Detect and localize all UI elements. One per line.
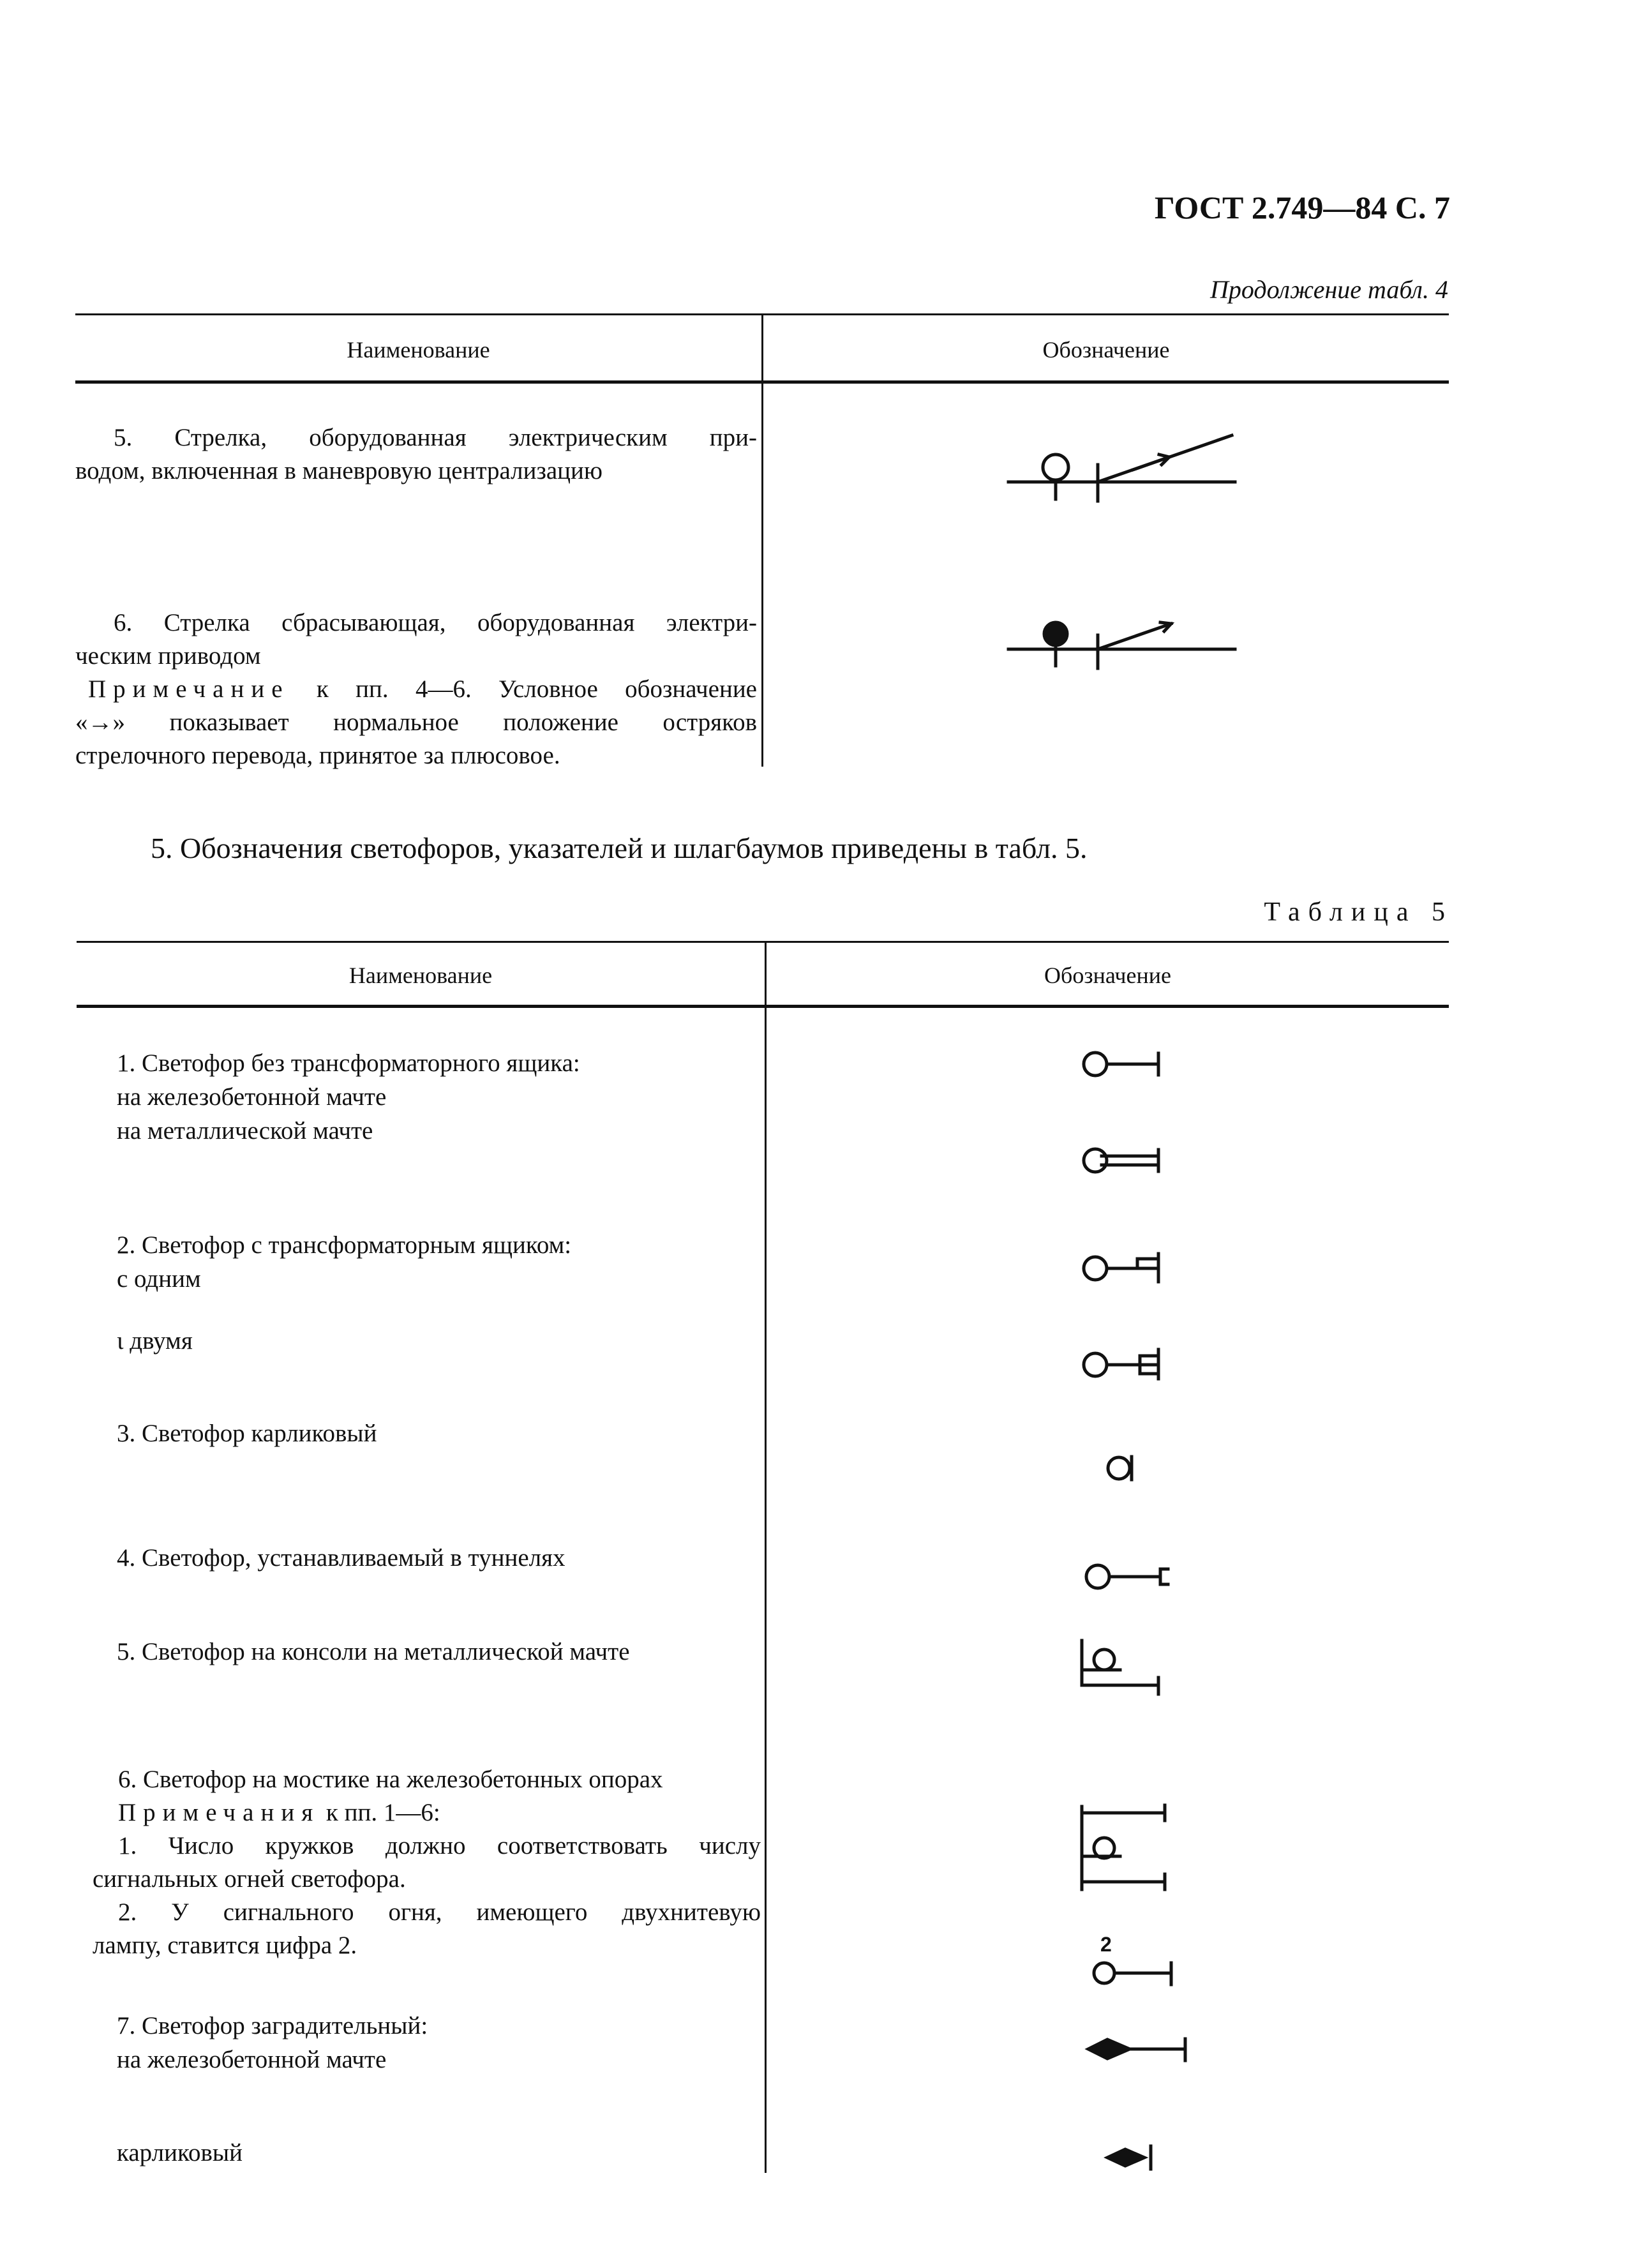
table5-item-7-concrete: на железобетонной мачте: [117, 2046, 387, 2073]
table5-header-rule: [77, 1005, 1449, 1008]
table5-column-name: Наименование: [348, 963, 493, 988]
cantilever-signal-icon: [1075, 1634, 1184, 1704]
document-reference: ГОСТ 2.749—84 С. 7: [1154, 190, 1450, 225]
table5-caption: Таблица 5: [1264, 897, 1453, 927]
text-line: водом, включенная в маневровую централизацию: [75, 457, 603, 484]
paragraph-5: 5. Обозначения светофоров, указателей и шлагбаумов приведены в табл. 5.: [151, 832, 1088, 864]
signal-concrete-mast-icon: [1079, 1047, 1174, 1085]
table5-item-1-concrete: на железобетонной мачте: [117, 1083, 387, 1111]
tunnel-signal-icon: [1079, 1558, 1181, 1596]
dwarf-barrier-signal-icon: [1101, 2135, 1178, 2180]
table5-column-symbol: Обозначение: [1044, 963, 1171, 988]
table5-item-7-title: 7. Светофор заградительный:: [117, 2012, 428, 2039]
table4-column-divider: [761, 313, 763, 767]
text-line: «→» показывает нормальное положение остряков: [75, 709, 757, 736]
text-line: стрелочного перевода, принятое за плюсовое.: [75, 742, 560, 769]
dwarf-signal-icon: [1101, 1449, 1152, 1487]
table5-top-rule: [77, 941, 1449, 943]
note-label: Примечание: [88, 675, 290, 703]
table4-row-6-name: [75, 606, 757, 772]
table5-item-7-dwarf: карликовый: [117, 2139, 243, 2167]
text-line: 6. Светофор на мостике на железобетонных опорах: [118, 1766, 663, 1793]
table5-item-1-metal: на металлической мачте: [117, 1117, 373, 1145]
note-text: к пп. 4—6. Условное обозначение: [289, 675, 757, 703]
notes-heading: [77, 1796, 761, 1829]
digit-two: 2: [1100, 1933, 1112, 1956]
text-line: ческим приводом: [75, 642, 261, 670]
two-filament-signal-icon: [1085, 1931, 1181, 2001]
switch-electric-shunting-icon: [1002, 428, 1245, 511]
table5-item-6-block: [77, 1763, 761, 1962]
table5-item-2-title: 2. Светофор с трансформаторным ящиком:: [117, 1231, 572, 1259]
table4-column-symbol: Обозначение: [1042, 337, 1170, 363]
text-line: сигнальных огней светофора.: [93, 1865, 406, 1893]
text-line: 1. Число кружков должно соответствовать числу: [118, 1832, 761, 1859]
table4-column-name: Наименование: [347, 337, 490, 363]
signal-one-transformer-icon: [1079, 1245, 1174, 1289]
table5-item-2-two: ι двумя: [117, 1327, 193, 1355]
bridge-signal-icon: [1075, 1800, 1190, 1896]
signal-two-transformers-icon: [1079, 1341, 1174, 1385]
derail-switch-electric-icon: [1002, 610, 1245, 673]
text-line: 2. У сигнального огня, имеющего двухнитевую: [118, 1898, 761, 1926]
note-first-line: [75, 673, 757, 706]
table-continuation-label: Продолжение табл. 4: [1209, 275, 1448, 304]
text-line: 6. Стрелка сбрасывающая, оборудованная электри-: [114, 609, 757, 636]
text-line: лампу, ставится цифра 2.: [93, 1932, 357, 1959]
barrier-signal-concrete-mast-icon: [1082, 2024, 1197, 2075]
notes-suffix: к пп. 1—6:: [320, 1799, 440, 1826]
table5-item-3: 3. Светофор карликовый: [117, 1420, 377, 1447]
table5-item-4: 4. Светофор, устанавливаемый в туннелях: [117, 1544, 565, 1572]
table5-column-divider: [765, 941, 767, 2173]
table4-row-5-name: [75, 421, 757, 488]
signal-metal-mast-icon: [1079, 1143, 1174, 1181]
notes-label: Примечания: [118, 1799, 320, 1826]
table5-item-1-title: 1. Светофор без трансформаторного ящика:: [117, 1049, 580, 1077]
text-line: 5. Стрелка, оборудованная электрическим при-: [114, 424, 757, 451]
table5-item-2-one: с одним: [117, 1265, 201, 1293]
table5-item-5: 5. Светофор на консоли на металлической мачте: [117, 1638, 630, 1665]
